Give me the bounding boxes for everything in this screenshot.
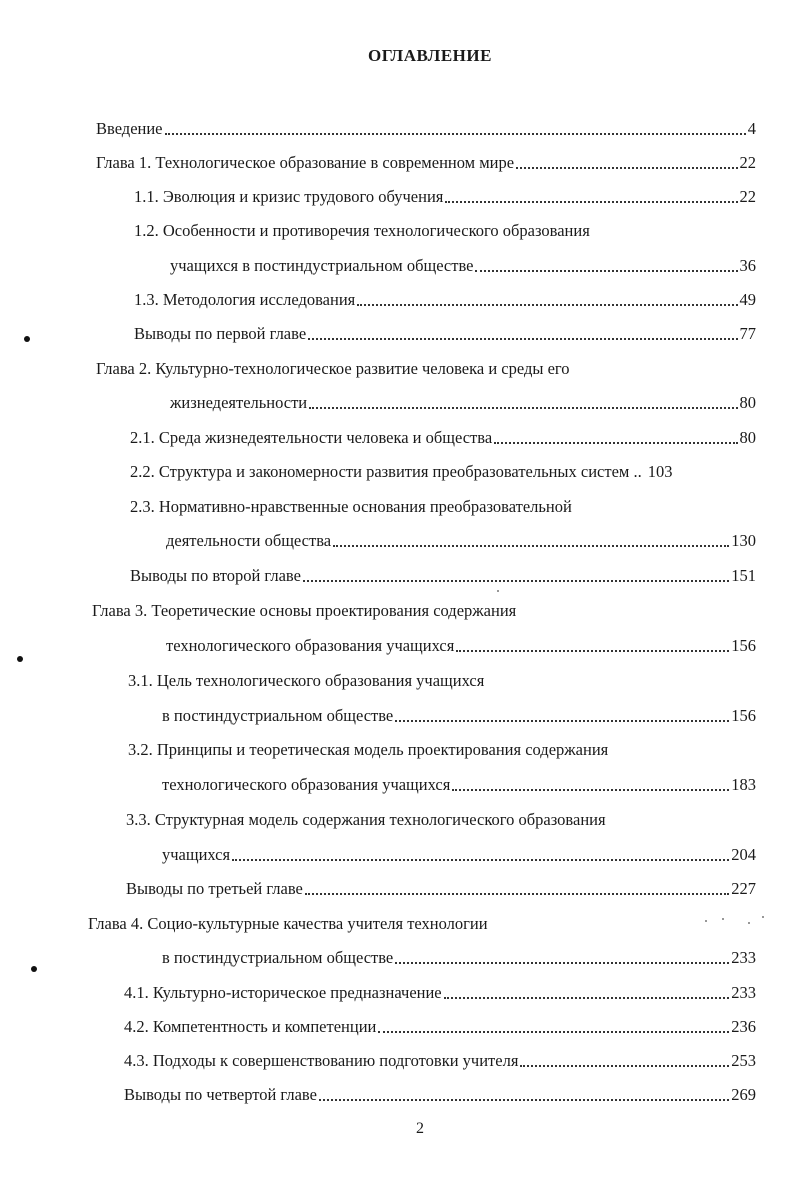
toc-entry[interactable] xyxy=(170,391,756,415)
dot-leader xyxy=(445,185,737,203)
toc-entry-text: 2.1. Среда жизнедеятельности человека и общества xyxy=(130,428,493,447)
toc-entry-text: жизнедеятельности xyxy=(170,393,308,412)
dot-leader xyxy=(357,288,737,306)
toc-entry-page: 253 xyxy=(731,1051,756,1070)
toc-entry[interactable] xyxy=(162,843,756,867)
toc-entry[interactable] xyxy=(96,151,756,175)
toc-entry-text: Выводы по второй главе xyxy=(130,566,301,585)
toc-entry-text: Введение xyxy=(96,119,163,138)
toc-entry-page: 156 xyxy=(731,636,756,655)
toc-entry-text: в постиндустриальном обществе xyxy=(162,706,394,725)
toc-entry-text: Выводы по первой главе xyxy=(134,324,307,343)
toc-entry-page: 204 xyxy=(731,845,756,864)
toc-entry-text: 1.3. Методология исследования xyxy=(134,290,356,309)
toc-entry-text: Выводы по третьей главе xyxy=(126,879,303,898)
toc-entry[interactable] xyxy=(170,254,756,278)
dot-leader xyxy=(378,1015,729,1033)
scan-speck xyxy=(24,336,30,342)
toc-entry-page: 49 xyxy=(739,290,756,309)
toc-entry-text: 2.2. Структура и закономерности развития преобразовательных систем .. xyxy=(130,462,642,481)
toc-entry-text: 3.3. Структурная модель содержания технологического образования xyxy=(126,810,606,829)
toc-entry[interactable] xyxy=(162,773,756,797)
page-title: ОГЛАВЛЕНИЕ xyxy=(368,46,492,65)
toc-entry-page: 130 xyxy=(731,531,756,550)
toc-entry-page: 269 xyxy=(731,1085,756,1104)
toc-entry[interactable] xyxy=(130,426,756,450)
dot-leader xyxy=(520,1049,729,1067)
scan-noise xyxy=(722,918,724,920)
scan-noise xyxy=(497,590,499,592)
toc-entry-text: 4.2. Компетентность и компетенции xyxy=(124,1017,377,1036)
toc-entry-page: 156 xyxy=(731,706,756,725)
toc-entry-text: 4.3. Подходы к совершенствованию подготовки учителя xyxy=(124,1051,519,1070)
scan-noise xyxy=(748,922,750,924)
dot-leader xyxy=(444,981,730,999)
toc-entry[interactable] xyxy=(134,185,756,209)
dot-leader xyxy=(165,117,746,135)
toc-entry[interactable] xyxy=(134,322,756,346)
dot-leader xyxy=(303,564,729,582)
page-number: 2 xyxy=(416,1120,424,1137)
toc-entry-page: 4 xyxy=(747,119,756,138)
toc-entry-page: 236 xyxy=(731,1017,756,1036)
toc-entry-page: 103 xyxy=(647,462,673,481)
toc-entry-page: 233 xyxy=(731,948,756,967)
toc-entry[interactable] xyxy=(124,1083,756,1107)
dot-leader xyxy=(475,254,737,272)
toc-entry-text: Глава 1. Технологическое образование в современном мире xyxy=(96,153,515,172)
toc-entry-text: деятельности общества xyxy=(166,531,332,550)
toc-entry-text: Выводы по четвертой главе xyxy=(124,1085,317,1104)
dot-leader xyxy=(308,322,737,340)
toc-entry-page: 227 xyxy=(731,879,756,898)
dot-leader xyxy=(333,529,729,547)
toc-entry-text: технологического образования учащихся xyxy=(162,775,451,794)
dot-leader xyxy=(516,151,737,169)
scan-speck xyxy=(17,656,23,662)
scan-noise xyxy=(762,916,764,918)
dot-leader xyxy=(319,1083,729,1101)
toc-entry-text: 1.2. Особенности и противоречия технологического образования xyxy=(134,221,590,240)
dot-leader xyxy=(456,634,729,652)
dot-leader xyxy=(452,773,729,791)
toc-entry[interactable] xyxy=(166,634,756,658)
scan-speck xyxy=(31,966,37,972)
dot-leader xyxy=(395,946,729,964)
toc-entry-text: учащихся xyxy=(162,845,231,864)
toc-entry-text: Глава 3. Теоретические основы проектирования содержания xyxy=(92,601,517,620)
toc-entry-text: Глава 2. Культурно-технологическое развитие человека и среды его xyxy=(96,359,570,378)
toc-entry-text: 2.3. Нормативно-нравственные основания преобразовательной xyxy=(130,497,572,516)
toc-entry[interactable] xyxy=(130,460,756,484)
toc-entry[interactable] xyxy=(124,981,756,1005)
toc-entry-page: 22 xyxy=(739,153,756,172)
toc-entry[interactable] xyxy=(96,117,756,141)
toc-entry-text: 3.1. Цель технологического образования учащихся xyxy=(128,671,485,690)
toc-entry-page: 36 xyxy=(739,256,756,275)
toc-entry-page: 233 xyxy=(731,983,756,1002)
toc-entry-text: в постиндустриальном обществе xyxy=(162,948,394,967)
toc-entry-text: 1.1. Эволюция и кризис трудового обучения xyxy=(134,187,444,206)
dot-leader xyxy=(494,426,737,444)
toc-entry-page: 80 xyxy=(739,428,756,447)
toc-entry[interactable] xyxy=(130,564,756,588)
toc-entry-page: 77 xyxy=(739,324,756,343)
toc-entry[interactable] xyxy=(162,946,756,970)
dot-leader xyxy=(232,843,729,861)
toc-entry[interactable] xyxy=(124,1015,756,1039)
toc-entry[interactable] xyxy=(134,288,756,312)
toc-entry-text: учащихся в постиндустриальном обществе xyxy=(170,256,474,275)
dot-leader xyxy=(395,704,729,722)
toc-entry-text: 3.2. Принципы и теоретическая модель проектирования содержания xyxy=(128,740,609,759)
toc-entry[interactable] xyxy=(124,1049,756,1073)
toc-entry-page: 151 xyxy=(731,566,756,585)
toc-entry-text: технологического образования учащихся xyxy=(166,636,455,655)
scan-noise xyxy=(705,920,707,922)
toc-entry-text: Глава 4. Социо-культурные качества учителя технологии xyxy=(88,914,488,933)
toc-entry[interactable] xyxy=(166,529,756,553)
toc-entry-page: 22 xyxy=(739,187,756,206)
dot-leader xyxy=(309,391,737,409)
dot-leader xyxy=(305,877,729,895)
toc-entry[interactable] xyxy=(126,877,756,901)
toc-entry-page: 80 xyxy=(739,393,756,412)
toc-entry-page: 183 xyxy=(731,775,756,794)
toc-entry[interactable] xyxy=(162,704,756,728)
toc-entry-text: 4.1. Культурно-историческое предназначение xyxy=(124,983,442,1002)
